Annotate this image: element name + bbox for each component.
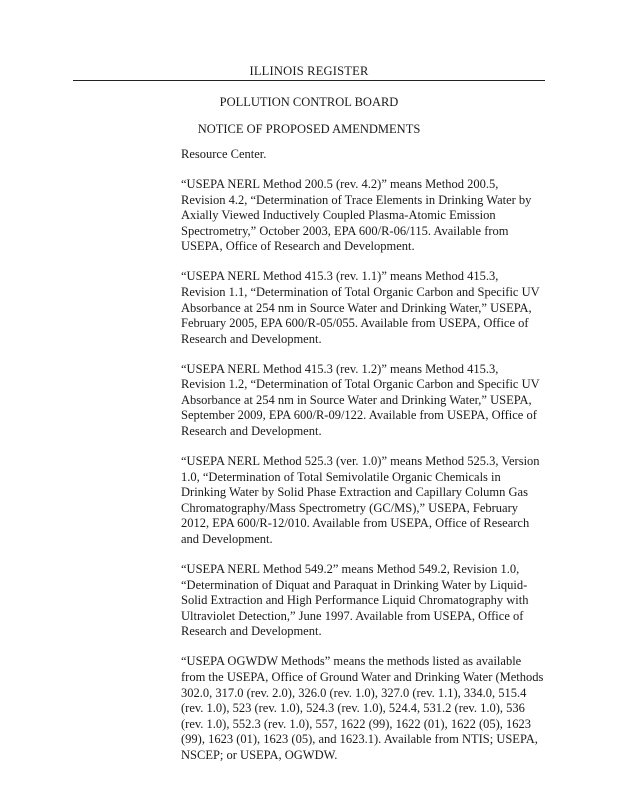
paragraph-method-549-2: “USEPA NERL Method 549.2” means Method 549.2, Revision 1.0, “Determination of Diquat and Paraquat in Drinking Water by Liquid-Solid Extraction and High Performance Liquid Chromatography with Ultraviolet Detection,” June 1997. Available from USEPA, Office of Research and Development. xyxy=(181,562,529,639)
agency-heading: POLLUTION CONTROL BOARD xyxy=(219,95,399,109)
paragraph-ogwdw-methods: “USEPA OGWDW Methods” means the methods listed as available from the USEPA, Office of Ground Water and Drinking Water (Methods 302.0, 317.0 (rev. 2.0), 326.0 (rev. 1.0), 327.0 (rev. 1.1), 334.0, 515.4 (rev. 1.0), 523 (rev. 1.0), 524.3 (rev. 1.0), 524.4, 531.2 (rev. 1.0), 536 (rev. 1.0), 552.3 (rev. 1.0), 557, 1622 (99), 1622 (01), 1622 (05), 1623 (99), 1623 (01), 1623 (05), and 1623.1). Available from NTIS; USEPA, NSCEP; or USEPA, OGWDW. xyxy=(181,654,544,762)
paragraph-method-525-3: “USEPA NERL Method 525.3 (ver. 1.0)” means Method 525.3, Version 1.0, “Determination of Total Semivolatile Organic Chemicals in Drinking Water by Solid Phase Extraction and Capillary Column Gas Chromatography/Mass Spectrometry (GC/MS),” USEPA, February 2012, EPA 600/R-12/010. Available from USEPA, Office of Research and Development. xyxy=(181,454,540,547)
paragraph-resource-center: Resource Center. xyxy=(181,147,267,161)
document-body xyxy=(181,147,545,764)
register-title: ILLINOIS REGISTER xyxy=(249,64,369,78)
notice-heading: NOTICE OF PROPOSED AMENDMENTS xyxy=(197,122,421,136)
paragraph-method-415-3-rev-1-2: “USEPA NERL Method 415.3 (rev. 1.2)” means Method 415.3, Revision 1.2, “Determination of Total Organic Carbon and Specific UV Absorbance at 254 nm in Source Water and Drinking Water,” USEPA, September 2009, EPA 600/R-09/122. Available from USEPA, Office of Research and Development. xyxy=(181,361,540,439)
paragraph-method-415-3-rev-1-1: “USEPA NERL Method 415.3 (rev. 1.1)” means Method 415.3, Revision 1.1, “Determination of Total Organic Carbon and Specific UV Absorbance at 254 nm in Source Water and Drinking Water,” USEPA, February 2005, EPA 600/R-05/055. Available from USEPA, Office of Research and Development. xyxy=(181,269,540,346)
paragraph-method-200-5: “USEPA NERL Method 200.5 (rev. 4.2)” means Method 200.5, Revision 4.2, “Determination of Trace Elements in Drinking Water by Axially Viewed Inductively Coupled Plasma-Atomic Emission Spectrometry,” October 2003, EPA 600/R-06/115. Available from USEPA, Office of Research and Development. xyxy=(181,176,532,254)
header-rule xyxy=(73,80,545,81)
